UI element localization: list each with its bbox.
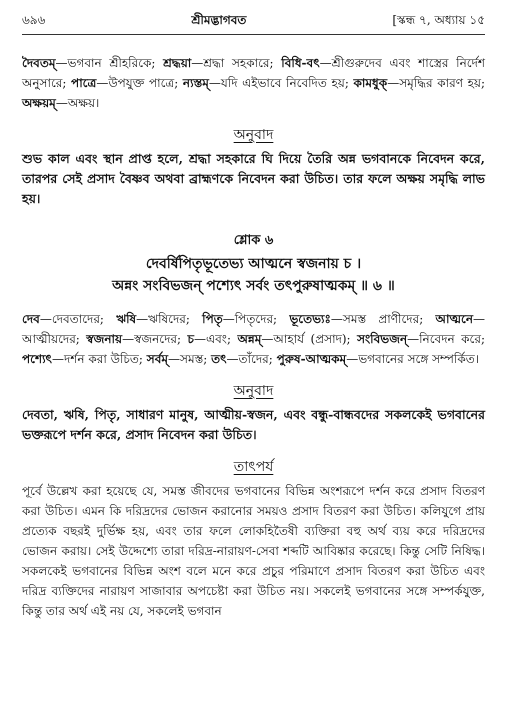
word-dash: —	[261, 332, 274, 346]
verse-line-2: অন্নং সংবিভজন্ পশ্যেৎ সর্বং তৎপুরুষাত্মকম্ ॥ ৬ ॥	[112, 278, 395, 294]
sanskrit-word: বিধি-বৎ	[281, 56, 320, 70]
word-meaning: অক্ষয়।	[67, 96, 100, 110]
sanskrit-word: দেব	[22, 312, 40, 326]
word-meaning: দেবতাদের;	[51, 312, 117, 326]
word-dash: —	[208, 76, 221, 90]
word-dash: —	[51, 352, 64, 366]
sanskrit-word: ঋষি	[116, 312, 137, 326]
translation-heading: অনুবাদ	[233, 383, 274, 399]
sanskrit-word: সর্বম্	[146, 352, 169, 366]
sanskrit-word: দৈবতম্	[22, 56, 56, 70]
verse-line-1: দেবর্ষিপিতৃভূতেভ্য আত্মনে স্বজনায় চ ।	[145, 256, 362, 272]
translation-text: শুভ কাল এবং স্থান প্রাপ্ত হলে, শ্রদ্ধা সহকারে ঘি দিয়ে তৈরি অন্ন ভগবানকে নিবেদন করে, তারপর সেই প্রসাদ বৈষ্ণব অথবা ব্রাহ্মণকে নিবেদন করা উচিত। তার ফলে অক্ষয় সমৃদ্ধি লাভ হয়।	[22, 151, 485, 206]
word-dash: —	[387, 76, 400, 90]
sanskrit-word: পাত্রে	[71, 76, 97, 90]
word-meaning: এবং;	[205, 332, 238, 346]
word-meaning: যদি এইভাবে নিবেদিত হয়;	[220, 76, 354, 90]
word-meaning: সমস্ত প্রাণীদের;	[342, 312, 436, 326]
word-dash: —	[122, 332, 135, 346]
word-dash: —	[407, 332, 420, 346]
word-dash: —	[55, 56, 68, 70]
word-for-word-continuation	[22, 53, 485, 113]
word-meaning: নিবেদন করে;	[419, 332, 485, 346]
sanskrit-word: তৎ	[211, 352, 227, 366]
word-dash: —	[330, 312, 343, 326]
translation-text: দেবতা, ঋষি, পিতৃ, সাধারণ মানুষ, আত্মীয়-স্বজন, এবং বন্ধু-বান্ধবদের সকলকেই ভগবানের ভক্তরূপে দর্শন করে, প্রসাদ নিবেদন করা উচিত।	[22, 407, 485, 442]
sanskrit-word: ন্যস্তম্	[182, 76, 209, 90]
sanskrit-word: অক্ষয়ম্	[22, 96, 56, 110]
word-meaning: স্বজনদের;	[134, 332, 188, 346]
word-meaning: শ্রদ্ধা সহকারে;	[203, 56, 282, 70]
word-dash: —	[191, 56, 204, 70]
word-meaning: ভগবান শ্রীহরিকে;	[67, 56, 164, 70]
sanskrit-word: অন্নম্	[237, 332, 262, 346]
word-meaning: আত্মীয়দের;	[22, 332, 87, 346]
purport-text: পূর্বে উল্লেখ করা হয়েছে যে, সমস্ত জীবদের ভগবানের বিভিন্ন অংশরূপে দর্শন করে প্রসাদ বিতরণ করা উচিত। এমন কি দরিদ্রদের ভোজন করানোর সময়ও প্রসাদ বিতরণ করা উচিত। কলিযুগে প্রায় প্রত্যেক বছরই দুর্ভিক্ষ হয়, এবং তার ফলে লোকহিতৈষী ব্যক্তিরা বহু অর্থ ব্যয় করে দরিদ্রদের ভোজন করায়। সেই উদ্দেশ্যে তারা দরিদ্র-নারায়ণ-সেবা শব্দটি আবিষ্কার করেছে। কিন্তু সেটি নিষিদ্ধ। সকলকেই ভগবানের বিভিন্ন অংশ বলে মনে করে প্রচুর পরিমাণে প্রসাদ বিতরণ করা উচিত এবং দরিদ্র ব্যক্তিদের নারায়ণ সাজাবার অপচেষ্টা করা উচিত নয়। সকলেই ভগবানের সঙ্গে সম্পর্কযুক্ত, কিন্তু তার অর্থ এই নয় যে, সকলেই ভগবান	[22, 484, 485, 618]
word-dash: —	[226, 352, 239, 366]
sanskrit-word: পশ্যেৎ	[22, 352, 52, 366]
sanskrit-word: শ্রদ্ধয়া	[163, 56, 192, 70]
word-meaning: আহার্য (প্রসাদ);	[273, 332, 358, 346]
sanskrit-word: কামধুক্	[353, 76, 388, 90]
verse-heading: শ্লোক ৬	[233, 233, 274, 248]
word-dash: —	[193, 332, 206, 346]
word-dash: —	[222, 312, 235, 326]
translation-heading: অনুবাদ	[233, 127, 274, 143]
sanskrit-word: ভূতেভ্যঃ	[289, 312, 331, 326]
word-meaning: দর্শন করা উচিত;	[63, 352, 147, 366]
sanskrit-word: চ	[187, 332, 194, 346]
word-dash: —	[96, 76, 109, 90]
word-dash: —	[346, 352, 359, 366]
running-header	[22, 10, 485, 35]
word-meaning: পিতৃদের;	[234, 312, 290, 326]
sanskrit-word: পিতৃ	[202, 312, 223, 326]
word-meaning: সমস্ত;	[180, 352, 212, 366]
purport-heading: তাৎপর্য	[233, 459, 274, 475]
word-for-word-synonyms	[22, 309, 485, 369]
word-meaning: ভগবানের সঙ্গে সম্পর্কিত।	[358, 352, 480, 366]
sanskrit-word: আত্মনে	[435, 312, 474, 326]
word-meaning: শ্রীগুরুদেব এবং শাস্ত্রের নির্দেশ অনুসারে;	[22, 56, 485, 90]
sanskrit-word: সংবিভজন্	[357, 332, 408, 346]
word-dash: —	[39, 312, 52, 326]
word-dash: —	[136, 312, 149, 326]
word-dash: —	[473, 312, 486, 326]
sanskrit-word: পুরুষ-আত্মকম্	[276, 352, 347, 366]
sanskrit-word: স্বজনায়	[86, 332, 123, 346]
word-meaning: তাঁদের;	[238, 352, 277, 366]
book-title: শ্রীমদ্ভাগবত	[191, 13, 247, 27]
page-number: ৬৯৬	[22, 13, 46, 27]
word-meaning: ঋষিদের;	[148, 312, 203, 326]
word-meaning: উপযুক্ত পাত্রে;	[108, 76, 183, 90]
word-meaning: সমৃদ্ধির কারণ হয়;	[399, 76, 485, 90]
word-dash: —	[319, 56, 332, 70]
word-dash: —	[55, 96, 68, 110]
chapter-reference: [স্কন্ধ ৭, অধ্যায় ১৫	[392, 13, 485, 27]
word-dash: —	[168, 352, 181, 366]
